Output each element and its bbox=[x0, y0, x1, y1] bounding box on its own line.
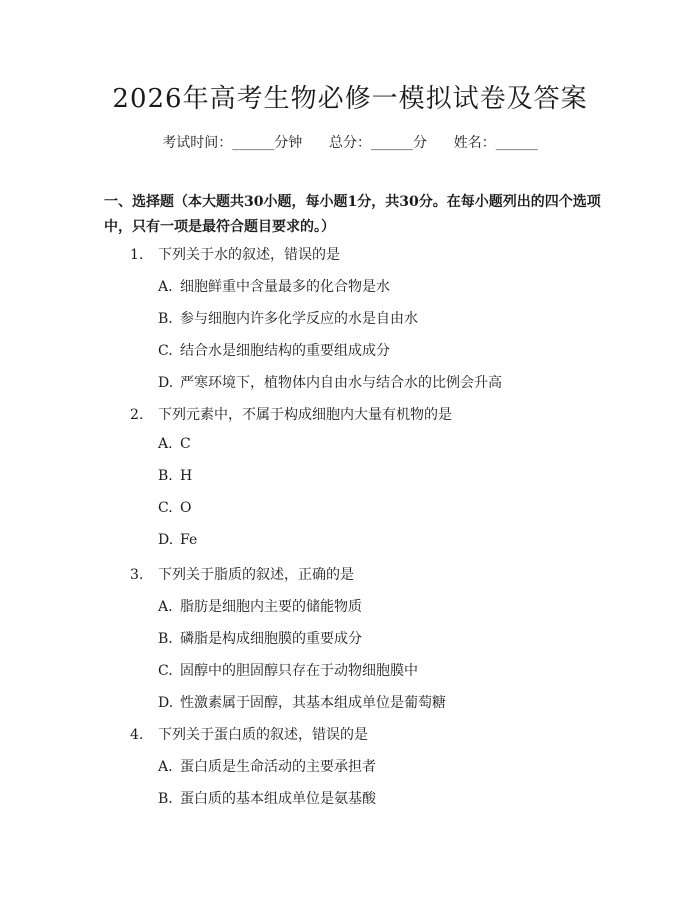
option-letter: B. bbox=[158, 468, 173, 484]
option-letter: B. bbox=[158, 631, 173, 647]
q3-option-a bbox=[158, 596, 362, 616]
question-text: 下列关于蛋白质的叙述，错误的是 bbox=[158, 727, 368, 743]
question-number: 1. bbox=[130, 247, 144, 263]
option-letter: D. bbox=[158, 695, 174, 711]
q4-option-a bbox=[158, 756, 376, 776]
option-text: 严寒环境下，植物体内自由水与结合水的比例会升高 bbox=[180, 375, 502, 391]
option-letter: A. bbox=[158, 599, 173, 615]
question-text: 下列关于脂质的叙述，正确的是 bbox=[158, 567, 354, 583]
q2-option-b bbox=[158, 468, 192, 484]
q2-option-d bbox=[158, 532, 197, 548]
option-letter: C. bbox=[158, 663, 173, 679]
option-letter: A. bbox=[158, 759, 173, 775]
q1-option-b bbox=[158, 308, 418, 328]
q4-option-b bbox=[158, 788, 376, 808]
option-text: O bbox=[180, 500, 192, 516]
option-text: 蛋白质是生命活动的主要承担者 bbox=[180, 759, 376, 775]
q1-option-d bbox=[158, 372, 502, 392]
q1-option-a bbox=[158, 276, 390, 296]
option-letter: B. bbox=[158, 791, 173, 807]
q1-option-c bbox=[158, 340, 390, 360]
q3-option-c bbox=[158, 660, 418, 680]
option-letter: C. bbox=[158, 500, 173, 516]
question-number: 4. bbox=[130, 727, 144, 743]
option-letter: A. bbox=[158, 436, 173, 452]
option-text: 细胞鲜重中含量最多的化合物是水 bbox=[180, 279, 390, 295]
question-text: 下列元素中，不属于构成细胞内大量有机物的是 bbox=[158, 407, 452, 423]
option-text: 磷脂是构成细胞膜的重要成分 bbox=[180, 631, 362, 647]
option-letter: A. bbox=[158, 279, 173, 295]
question-4 bbox=[130, 724, 368, 744]
option-text: 结合水是细胞结构的重要组成成分 bbox=[180, 343, 390, 359]
option-text: C bbox=[180, 436, 191, 452]
option-text: 固醇中的胆固醇只存在于动物细胞膜中 bbox=[180, 663, 418, 679]
section-heading: 一、选择题（本大题共30小题，每小题1分，共30分。在每小题列出的四个选项中，只有一项是最符合题目要求的。） bbox=[104, 194, 601, 235]
exam-meta-line: 考试时间：______分钟 总分：______分 姓名：______ bbox=[162, 135, 538, 151]
question-2 bbox=[130, 404, 452, 424]
option-letter: C. bbox=[158, 343, 173, 359]
exam-title: 2026年高考生物必修一模拟试卷及答案 bbox=[112, 84, 588, 114]
option-text: H bbox=[180, 468, 193, 484]
option-text: 脂肪是细胞内主要的储能物质 bbox=[180, 599, 362, 615]
option-letter: B. bbox=[158, 311, 173, 327]
question-number: 2. bbox=[130, 407, 144, 423]
question-1 bbox=[130, 244, 340, 264]
q3-option-d bbox=[158, 692, 446, 712]
question-number: 3. bbox=[130, 567, 144, 583]
option-text: 蛋白质的基本组成单位是氨基酸 bbox=[180, 791, 376, 807]
option-text: 参与细胞内许多化学反应的水是自由水 bbox=[180, 311, 418, 327]
question-text: 下列关于水的叙述，错误的是 bbox=[158, 247, 340, 263]
question-3 bbox=[130, 564, 354, 584]
option-text: 性激素属于固醇，其基本组成单位是葡萄糖 bbox=[180, 695, 446, 711]
option-text: Fe bbox=[180, 532, 198, 548]
option-letter: D. bbox=[158, 375, 174, 391]
q3-option-b bbox=[158, 628, 362, 648]
q2-option-a bbox=[158, 436, 191, 452]
q2-option-c bbox=[158, 500, 191, 516]
option-letter: D. bbox=[158, 532, 174, 548]
